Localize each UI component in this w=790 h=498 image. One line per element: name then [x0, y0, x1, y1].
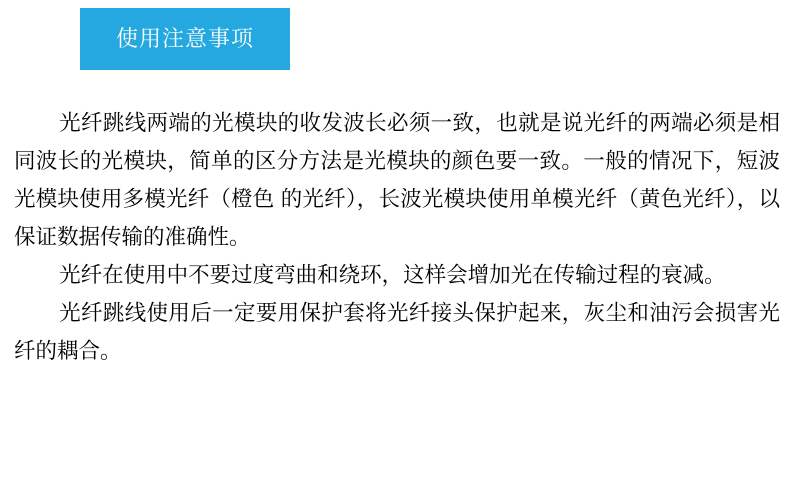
slide-title-banner: [80, 8, 290, 70]
body-paragraph: 光纤在使用中不要过度弯曲和绕环，这样会增加光在传输过程的衰减。: [59, 263, 726, 287]
page-title: 使用注意事项: [115, 26, 254, 51]
slide-body: [14, 104, 780, 370]
body-paragraph: 光纤跳线两端的光模块的收发波长必须一致，也就是说光纤的两端必须是相同波长的光模块，简单的区分方法是光模块的颜色要一致。一般的情况下，短波光模块使用多模光纤（橙色 的光纤），长波光模块使用单模光纤（黄色光纤），以保证数据传输的准确性。: [14, 111, 780, 249]
body-paragraph: 光纤跳线使用后一定要用保护套将光纤接头保护起来，灰尘和油污会损害光纤的耦合。: [14, 301, 780, 363]
